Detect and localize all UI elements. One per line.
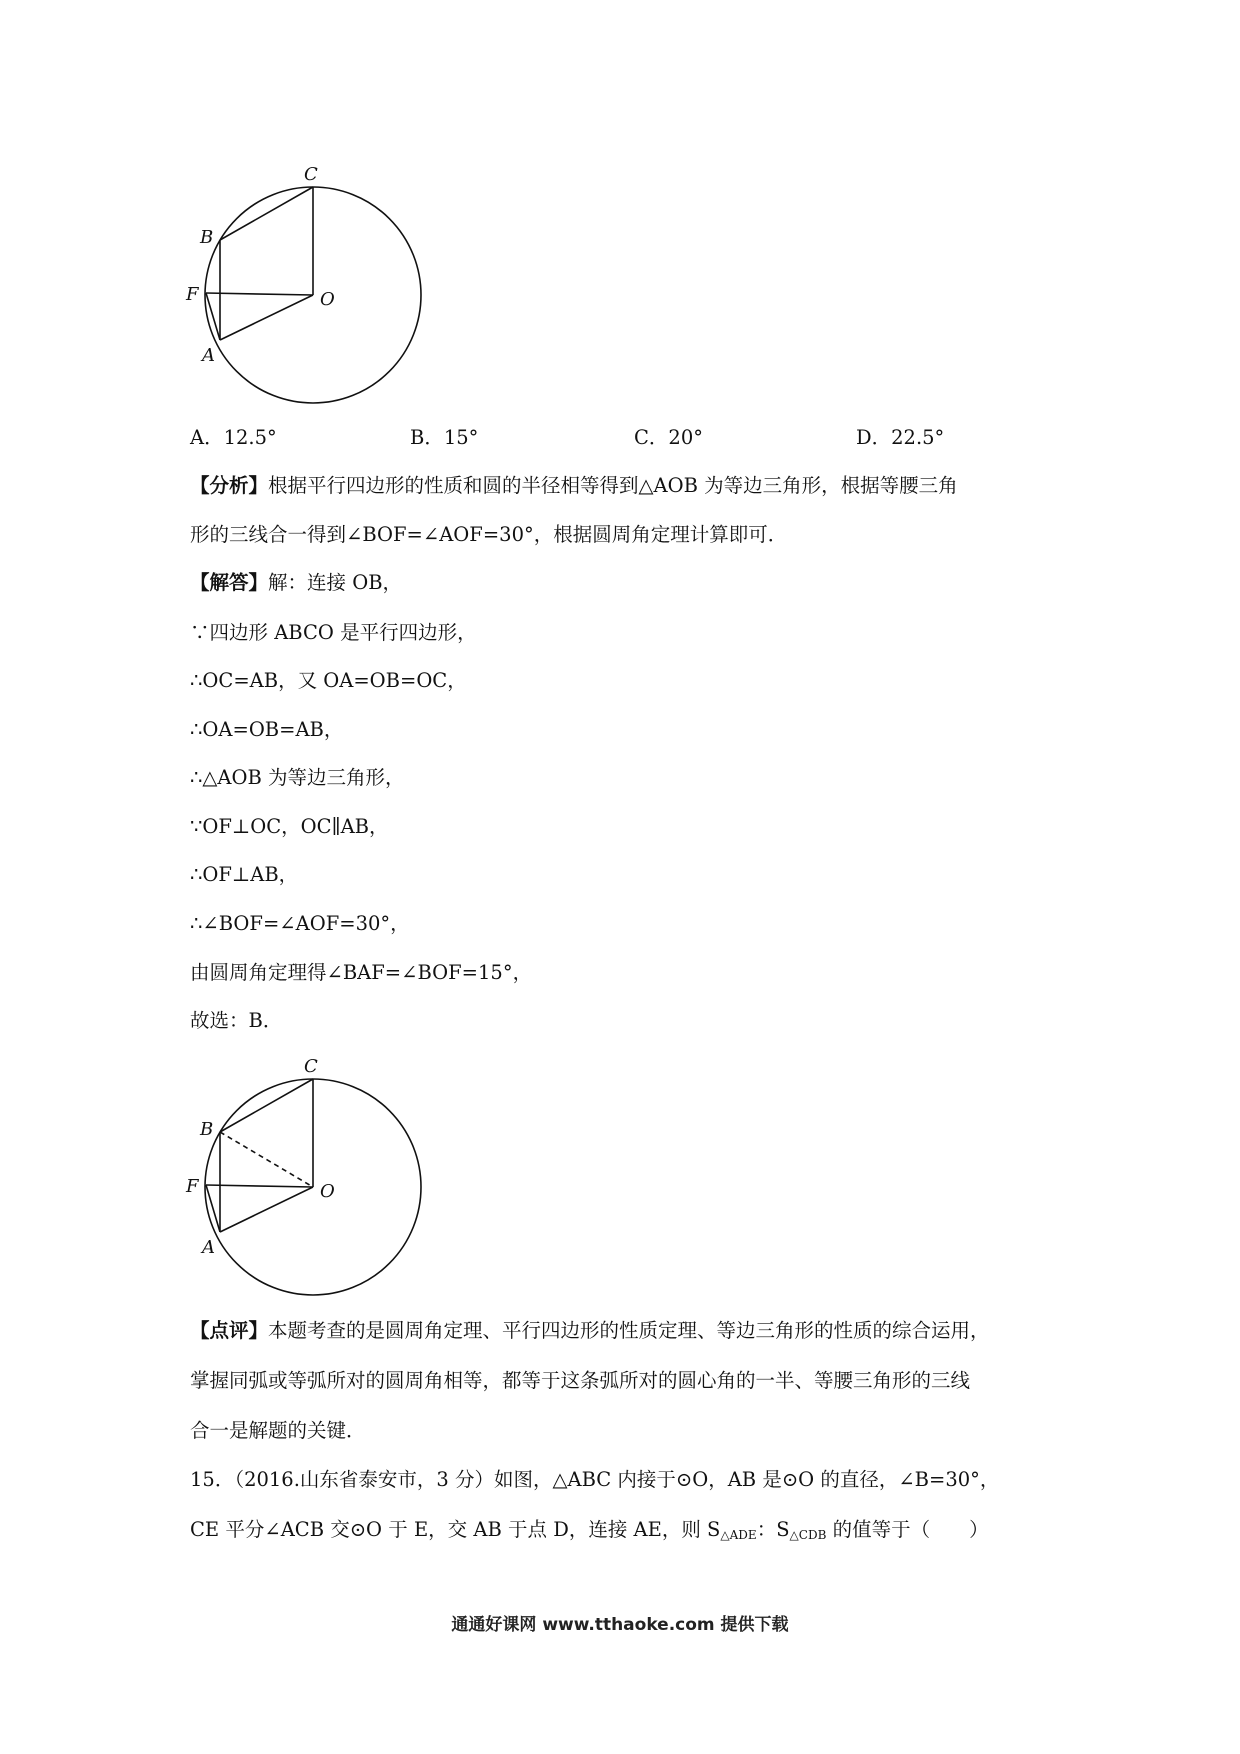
review-line-1: 【点评】本题考查的是圆周角定理、平行四边形的性质定理、等边三角形的性质的综合运用， <box>190 1319 990 1342</box>
segment-bo-dashed <box>220 1132 313 1187</box>
analysis-tag: 【分析】 <box>190 474 269 497</box>
label-f: F <box>186 284 199 305</box>
review-tag: 【点评】 <box>190 1319 269 1342</box>
option-value: 22.5° <box>891 426 945 449</box>
option-letter: C． <box>634 426 669 449</box>
solution-step-7: ∴∠BOF=∠AOF=30°， <box>190 912 410 935</box>
question-15-line-1: 15．（2016.山东省泰安市，3 分）如图，△ABC 内接于⊙O，AB 是⊙O 的直径，∠B=30°， <box>190 1468 1000 1491</box>
segment-af <box>206 293 220 340</box>
label-b: B <box>200 1119 214 1140</box>
option-letter: D． <box>856 426 892 449</box>
area-subscript-ade: △ADE <box>720 1528 757 1542</box>
label-f: F <box>186 1176 199 1197</box>
solution-step-5: ∵OF⊥OC，OC∥AB， <box>190 815 389 838</box>
segment-bc <box>220 1079 313 1132</box>
segment-fo <box>206 1185 313 1187</box>
solution-step-4: ∴△AOB 为等边三角形， <box>190 766 405 789</box>
option-d <box>856 425 944 451</box>
label-a: A <box>202 345 215 366</box>
option-a <box>190 425 277 451</box>
segment-ao <box>220 1187 313 1232</box>
label-b: B <box>200 227 214 248</box>
label-c: C <box>304 164 318 185</box>
question-15-line-2: CE 平分∠ACB 交⊙O 于 E，交 AB 于点 D，连接 AE，则 $S_{\triangle ADE}$：$S_{\triangle CDB}$ 的值等于（ ） <box>190 1518 989 1542</box>
option-letter: B． <box>410 426 444 449</box>
segment-ao <box>220 295 313 340</box>
label-a: A <box>202 1237 215 1258</box>
solution-step-1: ∵四边形 ABCO 是平行四边形， <box>190 621 477 644</box>
geometry-figure-1 <box>180 160 440 410</box>
option-c <box>634 425 703 451</box>
label-o: O <box>320 289 335 310</box>
label-c: C <box>304 1056 318 1077</box>
solution-step-9: 故选：B． <box>190 1009 283 1032</box>
solution-step-2: ∴OC=AB，又 OA=OB=OC， <box>190 669 467 692</box>
area-subscript-cdb: △CDB <box>789 1528 827 1542</box>
segment-bc <box>220 187 313 240</box>
page-footer: 通通好课网 www.tthaoke.com 提供下载 <box>451 1615 789 1635</box>
analysis-line-2: 形的三线合一得到∠BOF=∠AOF=30°，根据圆周角定理计算即可． <box>190 523 788 546</box>
review-line-3: 合一是解题的关键． <box>190 1419 366 1442</box>
option-value: 12.5° <box>223 426 277 449</box>
option-value: 15° <box>443 426 479 449</box>
solution-step-3: ∴OA=OB=AB， <box>190 718 344 741</box>
segment-fo <box>206 293 313 295</box>
geometry-figure-2 <box>180 1052 440 1302</box>
option-value: 20° <box>668 426 703 449</box>
review-line-2: 掌握同弧或等弧所对的圆周角相等，都等于这条弧所对的圆心角的一半、等腰三角形的三线 <box>190 1369 971 1392</box>
solution-step-8: 由圆周角定理得∠BAF=∠BOF=15°， <box>190 961 533 984</box>
option-letter: A． <box>190 426 224 449</box>
solution-step-6: ∴OF⊥AB， <box>190 863 299 886</box>
analysis-line-1: 【分析】根据平行四边形的性质和圆的半径相等得到△AOB 为等边三角形，根据等腰三角 <box>190 474 958 497</box>
option-b <box>410 425 478 451</box>
segment-af <box>206 1185 220 1232</box>
solution-intro: 【解答】解：连接 OB， <box>190 571 403 594</box>
label-o: O <box>320 1181 335 1202</box>
solution-tag: 【解答】 <box>190 571 269 594</box>
